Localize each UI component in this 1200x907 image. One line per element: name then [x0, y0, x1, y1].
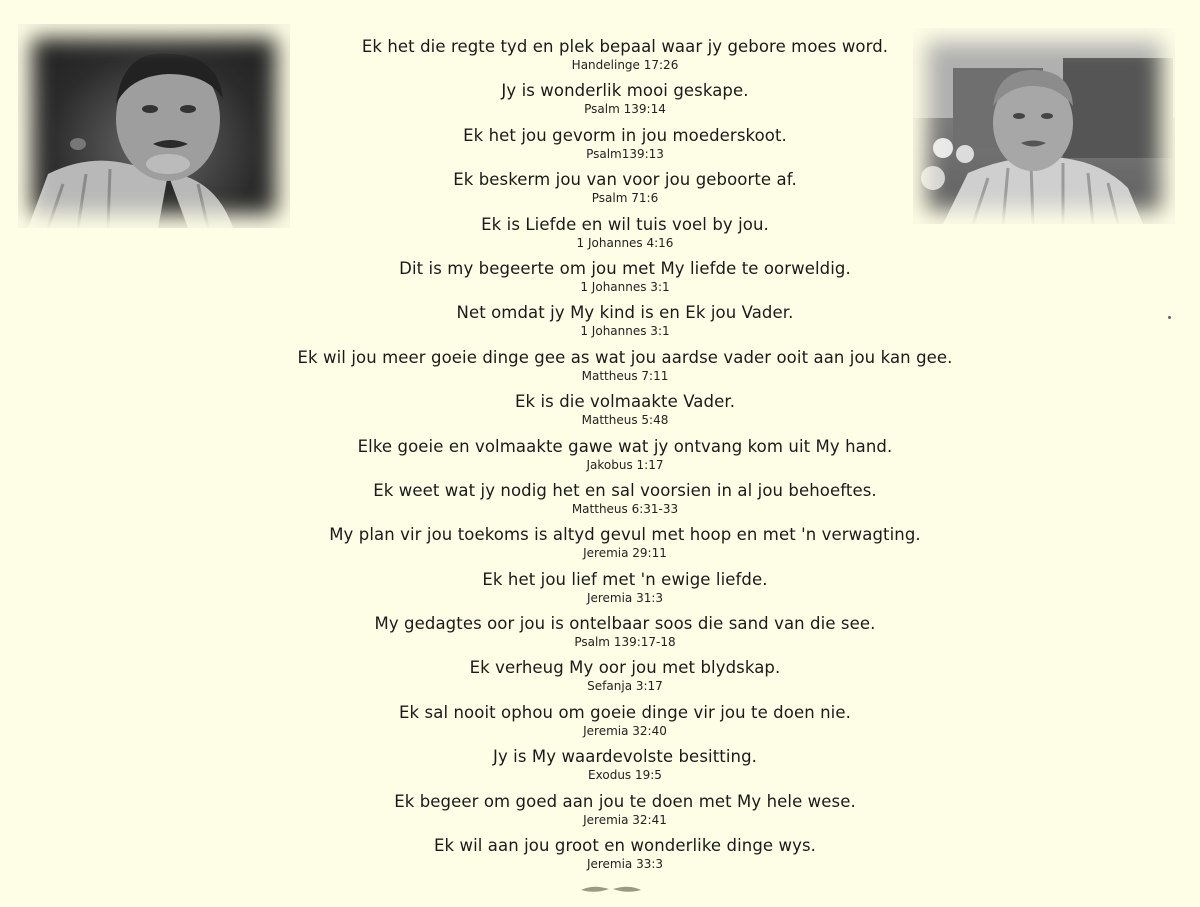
verse-item	[250, 36, 1000, 80]
verse-reference: Sefanja 3:17	[587, 679, 663, 694]
verse-list	[250, 36, 1000, 879]
verse-text: Ek wil aan jou groot en wonderlike dinge wys.	[433, 836, 817, 856]
verse-text: Ek is Liefde en wil tuis voel by jou.	[481, 214, 769, 234]
verse-reference: Jakobus 1:17	[586, 457, 664, 472]
verse-reference: Psalm139:13	[586, 146, 664, 161]
verse-text: Dit is my begeerte om jou met My liefde te oorweldig.	[399, 258, 851, 278]
verse-item	[250, 391, 1000, 435]
verse-item	[250, 702, 1000, 746]
verse-reference: Jeremia 32:41	[583, 812, 667, 827]
verse-reference: Psalm 139:17-18	[574, 635, 676, 650]
verse-text: Ek verheug My oor jou met blydskap.	[469, 658, 781, 678]
verse-text: Ek wil jou meer goeie dinge gee as wat jou aardse vader ooit aan jou kan gee.	[297, 347, 953, 367]
verse-text: Net omdat jy My kind is en Ek jou Vader.	[456, 303, 794, 323]
verse-text: My plan vir jou toekoms is altyd gevul met hoop en met 'n verwagting.	[329, 525, 921, 545]
verse-reference: Psalm 139:14	[584, 102, 666, 117]
verse-text: My gedagtes oor jou is ontelbaar soos die sand van die see.	[374, 614, 876, 634]
verse-text: Jy is My waardevolste besitting.	[493, 747, 757, 767]
verse-item	[250, 258, 1000, 302]
verse-item	[250, 214, 1000, 258]
verse-text: Ek het jou lief met 'n ewige liefde.	[482, 569, 768, 589]
verse-item	[250, 169, 1000, 213]
verse-item	[250, 480, 1000, 524]
verse-item	[250, 791, 1000, 835]
verse-reference: Jeremia 32:40	[583, 723, 667, 738]
verse-item	[250, 524, 1000, 568]
verse-reference: Jeremia 33:3	[586, 857, 664, 872]
verse-item	[250, 125, 1000, 169]
verse-text: Jy is wonderlik mooi geskape.	[501, 81, 749, 101]
verse-reference: Mattheus 5:48	[581, 413, 669, 428]
verse-text: Ek sal nooit ophou om goeie dinge vir jou te doen nie.	[399, 702, 851, 722]
verse-reference: Jeremia 29:11	[583, 546, 667, 561]
verse-reference: Mattheus 6:31-33	[571, 501, 679, 516]
verse-item	[250, 657, 1000, 701]
verse-reference: Handelinge 17:26	[571, 58, 679, 72]
verse-reference: Jeremia 31:3	[586, 590, 664, 605]
ornament-icon	[579, 884, 643, 896]
verse-text: Ek weet wat jy nodig het en sal voorsien in al jou behoeftes.	[373, 480, 877, 500]
verse-text: Ek begeer om goed aan jou te doen met My hele wese.	[394, 791, 856, 811]
verse-text: Ek het die regte tyd en plek bepaal waar jy gebore moes word.	[361, 37, 889, 56]
verse-item	[250, 569, 1000, 613]
verse-item	[250, 746, 1000, 790]
verse-item	[250, 302, 1000, 346]
verse-item	[250, 347, 1000, 391]
verse-text: Ek het jou gevorm in jou moederskoot.	[463, 125, 787, 145]
verse-item	[250, 613, 1000, 657]
verse-reference: 1 Johannes 3:1	[580, 279, 670, 294]
verse-item	[250, 436, 1000, 480]
verse-reference: Mattheus 7:11	[581, 368, 669, 383]
verse-text: Ek beskerm jou van voor jou geboorte af.	[453, 170, 797, 190]
verse-reference: 1 Johannes 3:1	[580, 324, 670, 339]
verse-item	[250, 80, 1000, 124]
verse-reference: Exodus 19:5	[588, 768, 662, 783]
verse-text: Elke goeie en volmaakte gawe wat jy ontvang kom uit My hand.	[357, 436, 893, 456]
verse-reference: Psalm 71:6	[591, 191, 659, 206]
paper-speck	[1168, 316, 1171, 319]
verse-item	[250, 835, 1000, 879]
verse-reference: 1 Johannes 4:16	[576, 235, 674, 250]
verse-text: Ek is die volmaakte Vader.	[514, 392, 736, 412]
